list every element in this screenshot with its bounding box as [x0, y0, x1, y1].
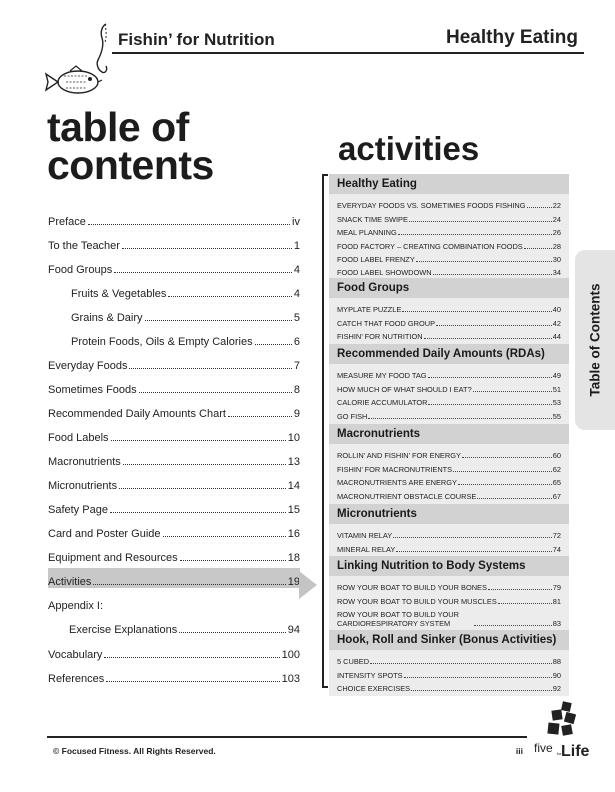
page-title-line1: table of	[47, 104, 189, 150]
page-title-line2: contents	[47, 142, 214, 188]
activity-item[interactable]: EVERYDAY FOODS VS. SOMETIMES FOODS FISHING 22	[337, 201, 561, 211]
activity-group-title: Macronutrients	[329, 424, 569, 444]
toc-entry-to-the-teacher[interactable]: To the Teacher 1	[48, 240, 300, 252]
toc-entry-fruits-vegetables[interactable]: Fruits & Vegetables 4	[71, 288, 300, 300]
activity-item[interactable]: MACRONUTRIENT OBSTACLE COURSE 67	[337, 491, 561, 501]
toc-entry-safety-page[interactable]: Safety Page 15	[48, 504, 300, 516]
activity-group-macronutrients	[329, 424, 569, 504]
activity-item[interactable]: FISHIN’ FOR NUTRITION 44	[337, 332, 561, 342]
activity-item[interactable]: ROW YOUR BOAT TO BUILD YOUR BONES 79	[337, 583, 561, 593]
toc-entry-everyday-foods[interactable]: Everyday Foods 7	[48, 360, 300, 372]
activity-item[interactable]: FOOD LABEL FRENZY 30	[337, 254, 561, 264]
activity-group-title: Hook, Roll and Sinker (Bonus Activities)	[329, 630, 569, 650]
toc-entry-micronutrients[interactable]: Micronutrients 14	[48, 480, 300, 492]
activity-item[interactable]: FISHIN’ FOR MACRONUTRIENTS 62	[337, 464, 561, 474]
activity-item[interactable]: CALORIE ACCUMULATOR 53	[337, 398, 561, 408]
activity-item[interactable]: FOOD FACTORY – CREATING COMBINATION FOODS 28	[337, 241, 561, 251]
activity-item[interactable]: MINERAL RELAY 74	[337, 544, 561, 554]
toc-entry-exercise-explanations[interactable]: Exercise Explanations 94	[69, 624, 300, 636]
activities-title: activities	[338, 130, 480, 167]
activity-item[interactable]: MEASURE MY FOOD TAG 49	[337, 371, 561, 381]
activity-group-micronutrients	[329, 504, 569, 557]
activity-item[interactable]: CHOICE EXERCISES 92	[337, 684, 561, 694]
activity-item[interactable]: MEAL PLANNING 26	[337, 228, 561, 238]
page-number: iii	[515, 746, 523, 756]
logo-text-five: five	[534, 741, 553, 755]
activity-item[interactable]: GO FISH 55	[337, 411, 561, 421]
activity-item[interactable]: ROLLIN’ AND FISHIN’ FOR ENERGY 60	[337, 451, 561, 461]
toc-entry-equipment-resources[interactable]: Equipment and Resources 18	[48, 552, 300, 564]
activity-item[interactable]: FOOD LABEL SHOWDOWN 34	[337, 268, 561, 278]
activity-group-body-systems	[329, 556, 569, 631]
activity-group-healthy-eating	[329, 174, 569, 280]
toc-entry-protein-foods[interactable]: Protein Foods, Oils & Empty Calories 6	[71, 336, 300, 348]
page-footer	[47, 736, 527, 756]
five-for-life-logo	[532, 700, 590, 760]
activity-group-title: Micronutrients	[329, 504, 569, 524]
activity-group-food-groups	[329, 278, 569, 344]
toc-entry-preface[interactable]: Preface iv	[48, 216, 300, 228]
activity-item[interactable]: VITAMIN RELAY 72	[337, 531, 561, 541]
toc-entry-rda-chart[interactable]: Recommended Daily Amounts Chart 9	[48, 408, 300, 420]
toc-entry-vocabulary[interactable]: Vocabulary 100	[48, 649, 300, 661]
copyright: © Focused Fitness. All Rights Reserved.	[53, 746, 216, 756]
category-title: Healthy Eating	[446, 27, 578, 48]
toc-entry-references[interactable]: References 103	[48, 673, 300, 685]
page-title	[47, 104, 214, 188]
activity-item[interactable]: MACRONUTRIENTS ARE ENERGY 65	[337, 478, 561, 488]
activity-group-title: Food Groups	[329, 278, 569, 298]
toc-entry-food-labels[interactable]: Food Labels 10	[48, 432, 300, 444]
activity-group-rdas	[329, 344, 569, 424]
logo-text-for: for	[557, 751, 562, 756]
activity-group-title: Recommended Daily Amounts (RDAs)	[329, 344, 569, 364]
logo-text-life: Life	[561, 743, 590, 760]
activity-item[interactable]: SNACK TIME SWIPE 24	[337, 214, 561, 224]
arrow-right-icon	[299, 571, 317, 599]
stacked-squares-icon	[547, 701, 576, 736]
activity-item[interactable]: MYPLATE PUZZLE 40	[337, 305, 561, 315]
activity-group-bonus	[329, 630, 569, 696]
toc-entry-food-groups[interactable]: Food Groups 4	[48, 264, 300, 276]
toc-entry-sometimes-foods[interactable]: Sometimes Foods 8	[48, 384, 300, 396]
toc-entry-grains-dairy[interactable]: Grains & Dairy 5	[71, 312, 300, 324]
toc-entry-activities[interactable]: Activities 19	[48, 568, 300, 588]
toc-entry-card-poster-guide[interactable]: Card and Poster Guide 16	[48, 528, 300, 540]
activity-group-title: Linking Nutrition to Body Systems	[329, 556, 569, 576]
side-tab-table-of-contents[interactable]	[575, 250, 615, 430]
activity-item[interactable]: ROW YOUR BOAT TO BUILD YOUR MUSCLES 81	[337, 596, 561, 606]
activity-item[interactable]: CATCH THAT FOOD GROUP 42	[337, 318, 561, 328]
activity-item[interactable]: HOW MUCH OF WHAT SHOULD I EAT? 51	[337, 384, 561, 394]
toc-entry-macronutrients[interactable]: Macronutrients 13	[48, 456, 300, 468]
side-tab-label: Table of Contents	[587, 283, 603, 397]
section-title: Fishin’ for Nutrition	[118, 30, 275, 49]
page-header	[112, 24, 584, 54]
activity-group-title: Healthy Eating	[329, 174, 569, 194]
fish-on-hook-icon	[42, 22, 116, 100]
activity-item[interactable]: INTENSITY SPOTS 90	[337, 670, 561, 680]
activities-bracket	[322, 174, 328, 688]
toc-entry-appendix[interactable]: Appendix I:	[48, 600, 104, 612]
activity-item[interactable]: ROW YOUR BOAT TO BUILD YOUR CARDIORESPIRATORY SYSTEM 83	[337, 609, 561, 628]
activity-item[interactable]: 5 CUBED 88	[337, 657, 561, 667]
